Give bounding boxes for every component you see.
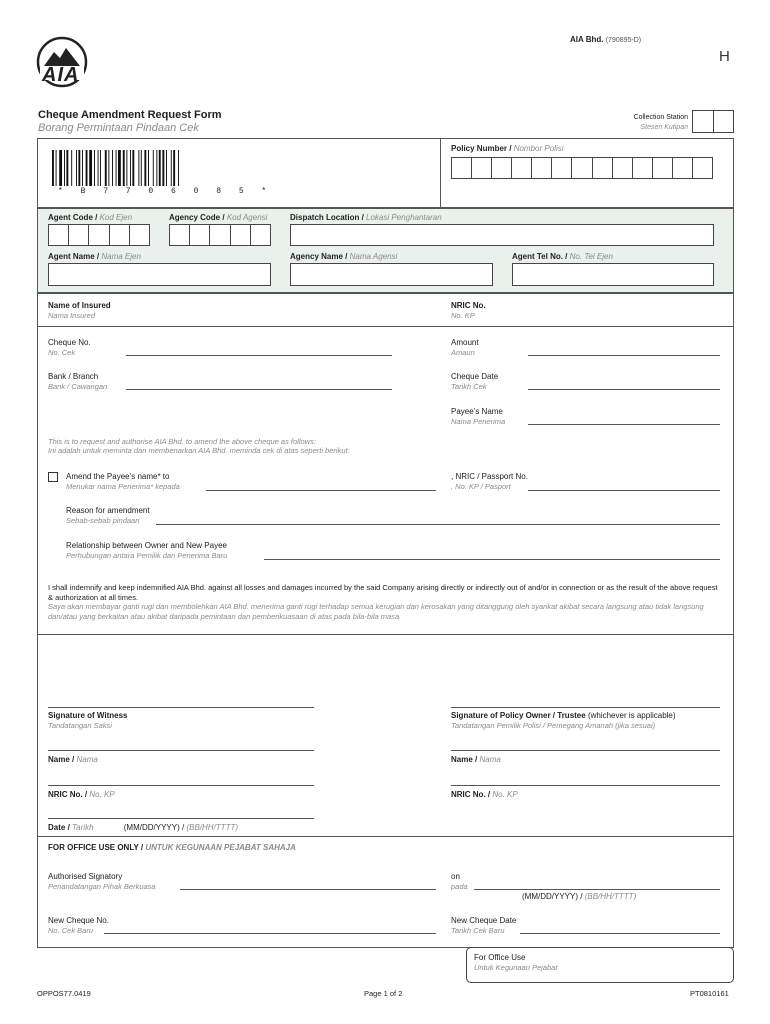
- company-reg: (790895-D): [605, 37, 642, 44]
- barcode-bar: [153, 150, 154, 186]
- barcode-bar: [108, 150, 109, 186]
- barcode-bar: [148, 150, 149, 186]
- barcode-bar: [141, 150, 142, 186]
- witness-signature-label: Signature of Witness Tandatangan Saksi: [48, 711, 128, 730]
- relationship-label: Relationship between Owner and New Payee Perhubungan antara Pemilik dan Penerima Baru: [66, 541, 228, 560]
- company-name: AIA Bhd.: [570, 35, 604, 44]
- form-code-letter: H: [719, 48, 730, 65]
- barcode-bar: [76, 150, 77, 186]
- agency-name-input[interactable]: [290, 263, 493, 286]
- agency-code-label: Agency Code / Kod Agensi: [169, 213, 268, 222]
- barcode-bar: [126, 150, 127, 186]
- office-on-label: on pada: [451, 872, 468, 891]
- insured-divider: [37, 326, 734, 327]
- new-cheque-date-label: New Cheque Date Tarikh Cek Baru: [451, 916, 517, 935]
- office-date-format: (MM/DD/YYYY) / (BB/HH/TTTT): [522, 892, 637, 901]
- cheque-no-field[interactable]: [126, 355, 392, 356]
- collection-station-boxes[interactable]: [692, 110, 734, 133]
- barcode-bar: [86, 150, 88, 186]
- barcode-bar: [173, 150, 175, 186]
- barcode-bar: [105, 150, 107, 186]
- agency-code-input[interactable]: [169, 224, 271, 246]
- collection-station: Collection Station Stesen Kutipan: [633, 114, 688, 131]
- payee-name-label: Payee’s Name Nama Penerima: [451, 407, 506, 426]
- new-cheque-no-field[interactable]: [104, 933, 436, 934]
- barcode-bar: [178, 150, 179, 186]
- aia-logo: [36, 36, 88, 88]
- new-cheque-date-field[interactable]: [520, 933, 720, 934]
- new-cheque-no-label: New Cheque No. No. Cek Baru: [48, 916, 109, 935]
- signature-divider: [37, 836, 734, 837]
- dispatch-location-label: Dispatch Location / Lokasi Penghantaran: [290, 213, 442, 222]
- dispatch-location-input[interactable]: [290, 224, 714, 246]
- barcode-divider: [440, 138, 441, 208]
- cheque-date-field[interactable]: [528, 389, 720, 390]
- cheque-date-label: Cheque Date Tarikh Cek: [451, 372, 499, 391]
- footer-form-code: OPPOS77.0419: [37, 989, 91, 998]
- amount-label: Amount Amaun: [451, 338, 479, 357]
- owner-name-field[interactable]: [451, 750, 720, 751]
- bank-branch-field[interactable]: [126, 389, 392, 390]
- policy-number-label: Policy Number / Nombor Polisi: [451, 144, 564, 153]
- owner-signature-label: Signature of Policy Owner / Trustee (whichever is applicable) Tandatangan Pemilik Polisi / Pemegang Amanah (jika sesuai): [451, 711, 676, 730]
- amend-payee-checkbox[interactable]: [48, 472, 58, 482]
- policy-number-input[interactable]: [451, 157, 713, 179]
- barcode-bar: [130, 150, 131, 186]
- insured-nric-label: NRIC No. No. KP: [451, 301, 486, 320]
- insured-name-label: Name of Insured Nama Insured: [48, 301, 111, 320]
- barcode-bar: [156, 150, 157, 186]
- form-title-en: Cheque Amendment Request Form: [38, 109, 222, 121]
- owner-nric-label: NRIC No. / No. KP: [451, 790, 518, 799]
- barcode-bar: [59, 150, 62, 186]
- agent-tel-label: Agent Tel No. / No. Tel Ejen: [512, 252, 613, 261]
- footer-ref: PT0810161: [690, 989, 729, 998]
- barcode-bar: [89, 150, 92, 186]
- barcode-bar: [112, 150, 113, 186]
- agent-code-label: Agent Code / Kod Ejen: [48, 213, 133, 222]
- date-label: Date / Tarikh (MM/DD/YYYY) / (BB/HH/TTTT): [48, 823, 238, 832]
- office-use-stamp-box[interactable]: For Office Use Untuk Kegunaan Pejabat: [466, 947, 734, 983]
- authorised-signatory-label: Authorised Signatory Penandatangan Pihak Berkuasa: [48, 872, 156, 891]
- witness-name-field[interactable]: [48, 750, 314, 751]
- company-header: [570, 35, 641, 44]
- barcode-bar: [144, 150, 146, 186]
- reason-field[interactable]: [156, 524, 720, 525]
- request-intro: This is to request and authorise AIA Bhd. to amend the above cheque as follows: Ini adalah untuk meminta dan membenarkan AIA Bhd. meminda cek di atas seperti berikut:: [48, 437, 350, 455]
- date-field[interactable]: [48, 818, 314, 819]
- owner-signature-field[interactable]: [451, 707, 720, 708]
- barcode-bar: [100, 150, 101, 186]
- office-use-title: FOR OFFICE USE ONLY / UNTUK KEGUNAAN PEJABAT SAHAJA: [48, 843, 296, 852]
- witness-name-label: Name / Nama: [48, 755, 98, 764]
- barcode-bar: [98, 150, 99, 186]
- barcode-digits: * B 7 7 0 6 0 8 5 *: [58, 187, 273, 196]
- new-payee-field[interactable]: [206, 490, 436, 491]
- authorised-signatory-field[interactable]: [180, 889, 436, 890]
- bank-branch-label: Bank / Branch Bank / Cawangan: [48, 372, 108, 391]
- barcode-bar: [118, 150, 121, 186]
- payee-name-field[interactable]: [528, 424, 720, 425]
- barcode-bar: [82, 150, 83, 186]
- barcode-bar: [56, 150, 57, 186]
- barcode-bar: [171, 150, 172, 186]
- agency-name-label: Agency Name / Nama Agensi: [290, 252, 398, 261]
- form-title-ms: Borang Permintaan Pindaan Cek: [38, 122, 199, 134]
- witness-nric-field[interactable]: [48, 785, 314, 786]
- barcode-bar: [94, 150, 95, 186]
- agent-code-input[interactable]: [48, 224, 150, 246]
- indemnity-text: I shall indemnify and keep indemnified AIA Bhd. against all losses and damages incurred by the said Company arising directly or indirectly out of and/or in connection or as the result of the above request & authorization at all times. Saya akan membayar ganti rugi dan membolehkan AIA Bhd. menerima ganti rugi terhadap semua kerugian dan kerosakan yang ditanggung oleh syarikat akibat secara langsung atau tidak langsung dan/atau yang berkaitan atau akibat daripada pemintaan dan pemberikuasaan di atas pada bila-bila masa.: [48, 583, 718, 621]
- barcode-bar: [71, 150, 72, 186]
- barcode-bar: [52, 150, 54, 186]
- barcode-bar: [78, 150, 80, 186]
- barcode: [52, 150, 228, 186]
- agent-name-label: Agent Name / Nama Ejen: [48, 252, 141, 261]
- witness-nric-label: NRIC No. / No. KP: [48, 790, 115, 799]
- indemnity-divider: [37, 634, 734, 635]
- nric-passport-label: , NRIC / Passport No. , No. KP / Pasport: [451, 472, 528, 491]
- barcode-bar: [132, 150, 134, 186]
- barcode-bar: [123, 150, 125, 186]
- amount-field[interactable]: [528, 355, 720, 356]
- owner-nric-field[interactable]: [451, 785, 720, 786]
- office-date-field[interactable]: [474, 889, 720, 890]
- logo-text: AIA: [42, 64, 80, 86]
- reason-label: Reason for amendment Sebab-sebab pindaan: [66, 506, 150, 525]
- barcode-bar: [159, 150, 161, 186]
- agent-tel-input[interactable]: [512, 263, 714, 286]
- footer-page-number: Page 1 of 2: [364, 989, 403, 998]
- barcode-bar: [166, 150, 167, 186]
- barcode-bar: [116, 150, 117, 186]
- cheque-no-label: Cheque No. No. Cek: [48, 338, 91, 357]
- barcode-bar: [66, 150, 68, 186]
- agent-name-input[interactable]: [48, 263, 271, 286]
- owner-name-label: Name / Nama: [451, 755, 501, 764]
- relationship-field[interactable]: [264, 559, 720, 560]
- nric-passport-field[interactable]: [528, 490, 720, 491]
- barcode-bar: [138, 150, 139, 186]
- amend-payee-label: Amend the Payee’s name* to Menukar nama Penerima* kepada: [66, 472, 180, 491]
- barcode-bar: [64, 150, 65, 186]
- witness-signature-field[interactable]: [48, 707, 314, 708]
- barcode-bar: [162, 150, 164, 186]
